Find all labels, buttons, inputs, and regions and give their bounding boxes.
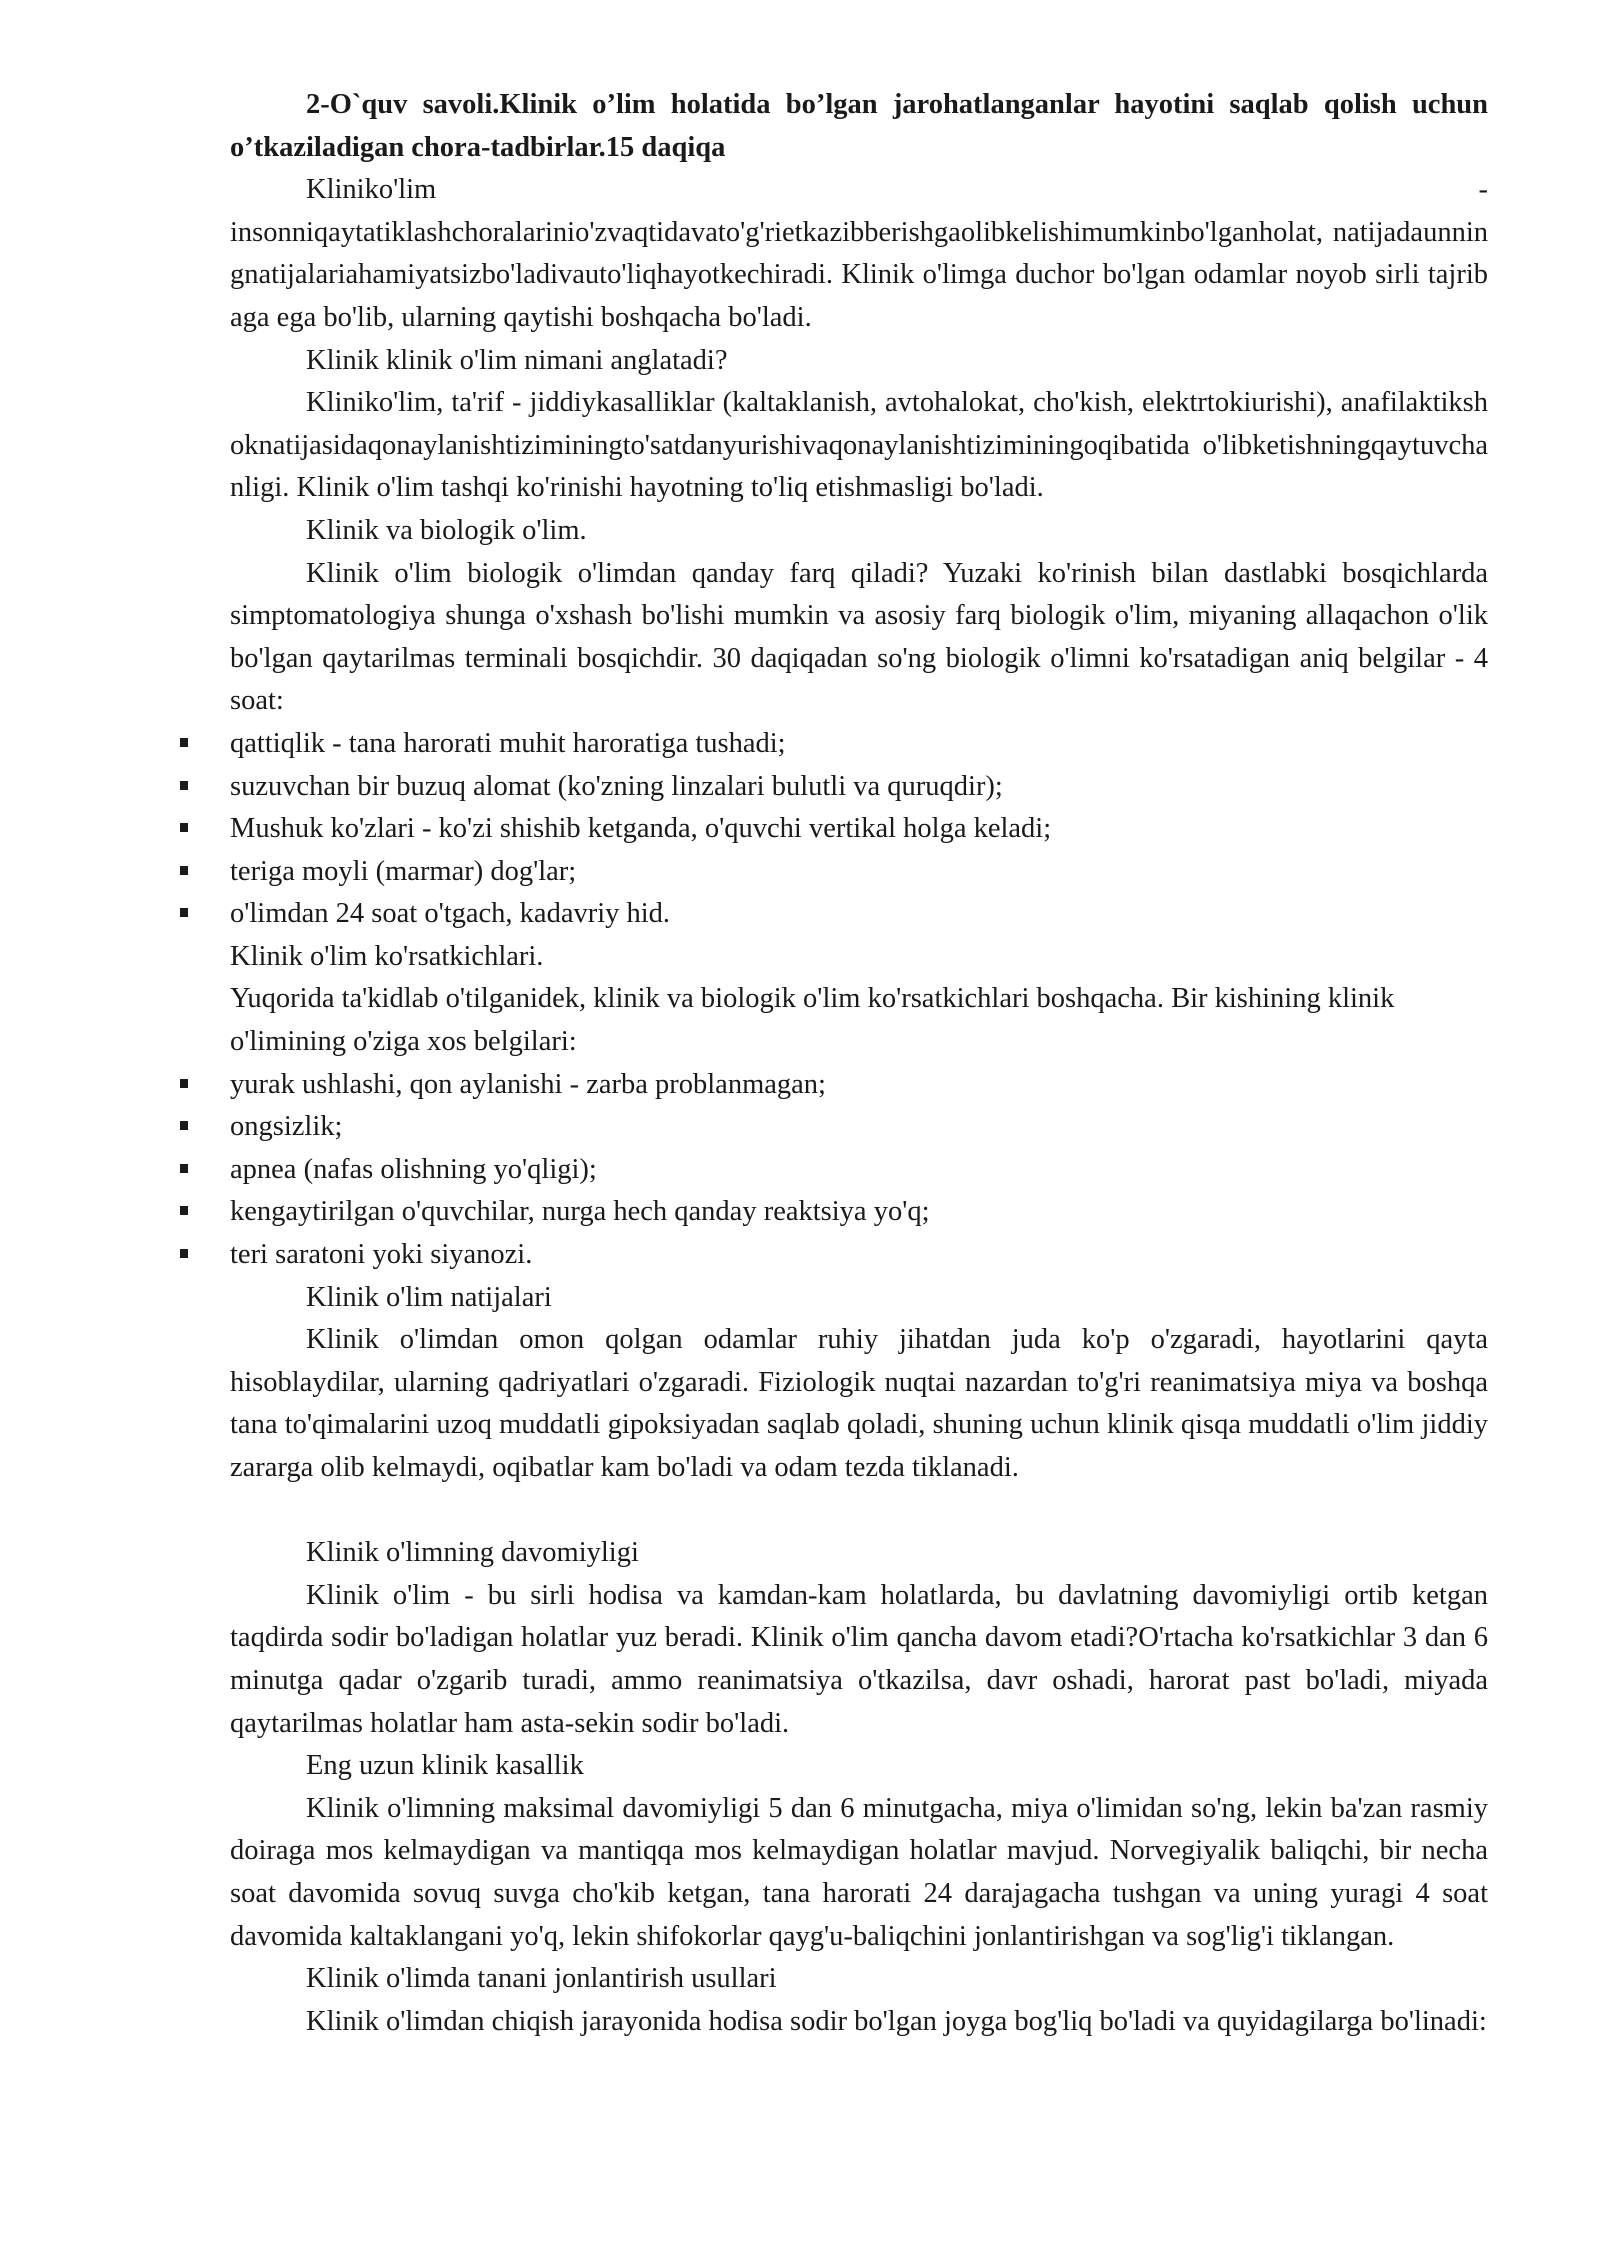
results-paragraph: Klinik o'limdan omon qolgan odamlar ruhiy jihatdan juda ko'p o'zgaradi, hayotlarini qayta hisoblaydilar, ularning qadriyatlari o'zgaradi. Fiziologik nuqtai nazardan to'g'ri reanimatsiya miya va boshqa tana to'qimalarini uzoq muddatli gipoksiyadan saqlab qoladi, shuning uchun klinik qisqa muddatli o'lim jiddiy zararga olib kelmaydi, oqibatlar kam bo'ladi va odam tezda tiklanadi.: [230, 1324, 1488, 1483]
subheading-longest: Eng uzun klinik kasallik: [306, 1750, 584, 1782]
bullet-marker: [180, 823, 188, 832]
list-item: qattiqlik - tana harorati muhit haroratiga tushadi;: [230, 723, 1488, 766]
list-item: o'limdan 24 soat o'tgach, kadavriy hid.: [230, 893, 1488, 936]
subheading-clinical-biological: Klinik va biologik o'lim.: [306, 514, 587, 546]
list-item: kengaytirilgan o'quvchilar, nurga hech qanday reaktsiya yo'q;: [230, 1191, 1488, 1234]
indicators-paragraph: Yuqorida ta'kidlab o'tilganidek, klinik va biologik o'lim ko'rsatkichlari boshqacha. Bir kishining klinik o'limining o'ziga xos belgilari:: [230, 983, 1395, 1058]
definition-paragraph: [230, 169, 1488, 339]
definition-term: Kliniko'lim: [306, 174, 437, 206]
clinical-death-signs-list: [230, 1064, 1488, 1277]
definition-paragraph-2: Kliniko'lim, ta'rif - jiddiykasalliklar (kaltaklanish, avtohalokat, cho'kish, elektrtokiurishi), anafilaktikshoknatijasidaqonaylanishtiziminingto'satdanyurishivaqonaylanishtiziminingoqibatida o'libketishningqaytuvchanligi. Klinik o'lim tashqi ko'rinishi hayotning to'liq etishmasligi bo'ladi.: [230, 387, 1488, 504]
methods-paragraph: Klinik o'limdan chiqish jarayonida hodisa sodir bo'lgan joyga bog'liq bo'ladi va quyidagilarga bo'linadi:: [306, 2005, 1487, 2037]
list-item: teri saratoni yoki siyanozi.: [230, 1234, 1488, 1277]
subheading-results: Klinik o'lim natijalari: [306, 1281, 552, 1313]
longest-paragraph: Klinik o'limning maksimal davomiyligi 5 dan 6 minutgacha, miya o'limidan so'ng, lekin ba'zan rasmiy doiraga mos kelmaydigan va mantiqqa mos kelmaydigan holatlar mavjud. Norvegiyalik baliqchi, bir necha soat davomida sovuq suvga cho'kib ketgan, tana harorati 24 darajagacha tushgan va uning yuragi 4 soat davomida kaltaklangani yo'q, lekin shifokorlar qayg'u-baliqchini jonlantirishgan va sog'lig'i tiklangan.: [230, 1792, 1488, 1952]
bullet-marker: [180, 1121, 188, 1130]
subheading-meaning: Klinik klinik o'lim nimani anglatadi?: [306, 344, 728, 376]
bullet-marker: [180, 1249, 188, 1258]
bullet-marker: [180, 866, 188, 875]
blank-line: [230, 1490, 1488, 1533]
definition-text: insonniqaytatiklashchoralarinio'zvaqtidavato'g'rietkazibberishgaolibkelishimumkinbo'lganholat, natijadaunningnatijalariahamiyatsizbo'ladivauto'liqhayotkechiradi. Klinik o'limga duchor bo'lgan odamlar noyob sirli tajribaga ega bo'lib, ularning qaytishi boshqacha bo'ladi.: [230, 216, 1488, 333]
section-heading: 2-O`quv savoli.Klinik o’lim holatida bo’lgan jarohatlanganlar hayotini saqlab qolish uchun o’tkaziladigan chora-tadbirlar.15 daqiqa: [230, 89, 1488, 163]
bullet-marker: [180, 738, 188, 747]
bullet-marker: [180, 1164, 188, 1173]
subheading-duration: Klinik o'limning davomiyligi: [306, 1537, 639, 1569]
bullet-marker: [180, 781, 188, 790]
list-item: teriga moyli (marmar) dog'lar;: [230, 851, 1488, 894]
duration-paragraph: Klinik o'lim - bu sirli hodisa va kamdan-kam holatlarda, bu davlatning davomiyligi ortib ketgan taqdirda sodir bo'ladigan holatlar yuz beradi. Klinik o'lim qancha davom etadi?O'rtacha ko'rsatkichlar 3 dan 6 minutga qadar o'zgarib turadi, ammo reanimatsiya o'tkazilsa, davr oshadi, harorat past bo'ladi, miyada qaytarilmas holatlar ham asta-sekin sodir bo'ladi.: [230, 1579, 1488, 1739]
list-item: Mushuk ko'zlari - ko'zi shishib ketganda, o'quvchi vertikal holga keladi;: [230, 808, 1488, 851]
subheading-indicators: Klinik o'lim ko'rsatkichlari.: [230, 940, 544, 972]
biological-death-signs-list: [230, 723, 1488, 936]
document-page: [230, 84, 1488, 2043]
list-item: suzuvchan bir buzuq alomat (ko'zning linzalari bulutli va quruqdir);: [230, 766, 1488, 809]
list-item: ongsizlik;: [230, 1106, 1488, 1149]
comparison-paragraph: Klinik o'lim biologik o'limdan qanday farq qiladi? Yuzaki ko'rinish bilan dastlabki bosqichlarda simptomatologiya shunga o'xshash bo'lishi mumkin va asosiy farq biologik o'lim, miyaning allaqachon o'lik bo'lgan qaytarilmas terminali bosqichdir. 30 daqiqadan so'ng biologik o'limni ko'rsatadigan aniq belgilar - 4 soat:: [230, 557, 1488, 717]
definition-dash: -: [1478, 174, 1488, 206]
list-item: apnea (nafas olishning yo'qligi);: [230, 1149, 1488, 1192]
bullet-marker: [180, 1206, 188, 1215]
bullet-marker: [180, 1079, 188, 1088]
subheading-methods: Klinik o'limda tanani jonlantirish usullari: [306, 1963, 777, 1995]
bullet-marker: [180, 908, 188, 917]
list-item: yurak ushlashi, qon aylanishi - zarba problanmagan;: [230, 1064, 1488, 1107]
